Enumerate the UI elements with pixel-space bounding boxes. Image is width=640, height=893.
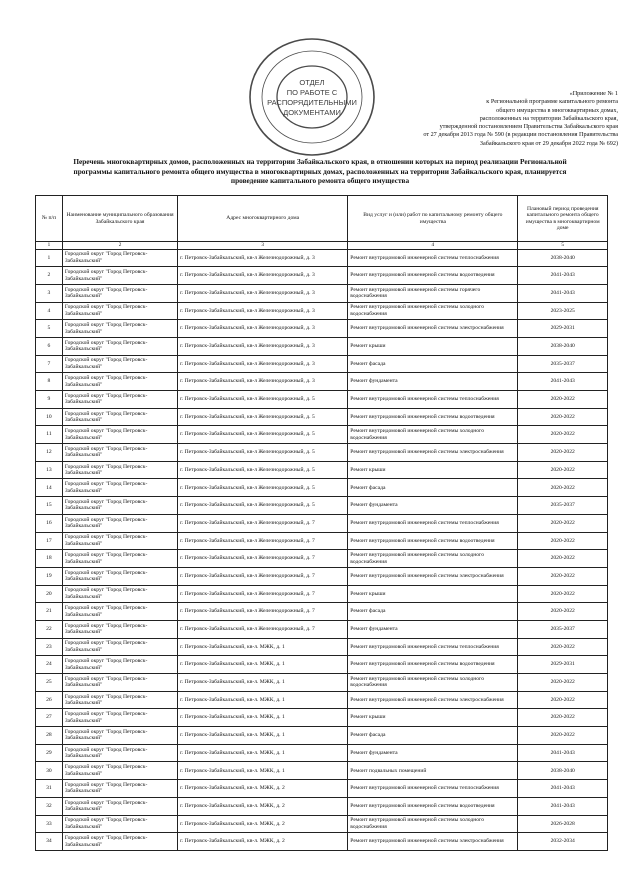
row-work-type: Ремонт внутридомовой инженерной системы водоотведения (348, 267, 518, 285)
row-number: 23 (36, 638, 63, 656)
table-row (36, 391, 608, 409)
row-number: 33 (36, 815, 63, 833)
row-period: 2020-2022 (518, 426, 608, 444)
column-number: 3 (178, 242, 348, 250)
row-address: г. Петровск-Забайкальский, кв-л. МЖК, д. 1 (178, 691, 348, 709)
row-work-type: Ремонт фасада (348, 479, 518, 497)
row-work-type: Ремонт фасада (348, 355, 518, 373)
row-municipality: Городской округ "Город Петровск-Забайкальский" (62, 762, 177, 780)
column-number: 2 (62, 242, 177, 250)
row-address: г. Петровск-Забайкальский, кв-л Железнодорожный, д. 7 (178, 567, 348, 585)
row-number: 32 (36, 797, 63, 815)
table-row (36, 585, 608, 603)
table-row (36, 444, 608, 462)
row-address: г. Петровск-Забайкальский, кв-л Железнодорожный, д. 7 (178, 603, 348, 621)
row-work-type: Ремонт крыши (348, 709, 518, 727)
row-address: г. Петровск-Забайкальский, кв-л Железнодорожный, д. 5 (178, 408, 348, 426)
table-row (36, 373, 608, 391)
row-address: г. Петровск-Забайкальский, кв-л. МЖК, д. 2 (178, 780, 348, 798)
row-municipality: Городской округ "Город Петровск-Забайкальский" (62, 532, 177, 550)
table-row (36, 603, 608, 621)
header-municipality: Наименование муниципального образования Забайкальского края (62, 196, 177, 242)
row-municipality: Городской округ "Город Петровск-Забайкальский" (62, 302, 177, 320)
row-period: 2041-2043 (518, 744, 608, 762)
stamp-line-1: ОТДЕЛ (299, 78, 325, 87)
row-address: г. Петровск-Забайкальский, кв-л Железнодорожный, д. 3 (178, 337, 348, 355)
row-number: 28 (36, 727, 63, 745)
row-address: г. Петровск-Забайкальский, кв-л. МЖК, д. 2 (178, 815, 348, 833)
row-work-type: Ремонт внутридомовой инженерной системы электроснабжения (348, 567, 518, 585)
row-address: г. Петровск-Забайкальский, кв-л Железнодорожный, д. 3 (178, 249, 348, 267)
row-municipality: Городской округ "Город Петровск-Забайкальский" (62, 674, 177, 692)
row-municipality: Городской округ "Город Петровск-Забайкальский" (62, 249, 177, 267)
row-number: 19 (36, 567, 63, 585)
table-row (36, 497, 608, 515)
row-number: 20 (36, 585, 63, 603)
row-work-type: Ремонт внутридомовой инженерной системы теплоснабжения (348, 514, 518, 532)
row-period: 2020-2022 (518, 603, 608, 621)
row-address: г. Петровск-Забайкальский, кв-л. МЖК, д. 1 (178, 709, 348, 727)
row-period: 2038-2040 (518, 337, 608, 355)
row-period: 2032-2034 (518, 833, 608, 851)
row-address: г. Петровск-Забайкальский, кв-л Железнодорожный, д. 7 (178, 620, 348, 638)
table-row (36, 567, 608, 585)
row-period: 2038-2040 (518, 762, 608, 780)
row-number: 5 (36, 320, 63, 338)
row-work-type: Ремонт внутридомовой инженерной системы электроснабжения (348, 833, 518, 851)
row-period: 2020-2022 (518, 408, 608, 426)
row-period: 2029-2031 (518, 656, 608, 674)
table-row (36, 744, 608, 762)
table-row (36, 674, 608, 692)
row-address: г. Петровск-Забайкальский, кв-л. МЖК, д. 1 (178, 727, 348, 745)
row-address: г. Петровск-Забайкальский, кв-л Железнодорожный, д. 3 (178, 284, 348, 302)
row-period: 2020-2022 (518, 691, 608, 709)
row-number: 22 (36, 620, 63, 638)
row-period: 2023-2025 (518, 302, 608, 320)
header-number: № п/п (36, 196, 63, 242)
row-work-type: Ремонт внутридомовой инженерной системы холодного водоснабжения (348, 550, 518, 568)
row-number: 21 (36, 603, 63, 621)
row-period: 2020-2022 (518, 585, 608, 603)
table-row (36, 302, 608, 320)
row-number: 31 (36, 780, 63, 798)
table-row (36, 656, 608, 674)
table-row (36, 550, 608, 568)
row-number: 24 (36, 656, 63, 674)
row-municipality: Городской округ "Город Петровск-Забайкальский" (62, 267, 177, 285)
table-row (36, 815, 608, 833)
row-period: 2035-2037 (518, 620, 608, 638)
row-number: 8 (36, 373, 63, 391)
row-address: г. Петровск-Забайкальский, кв-л Железнодорожный, д. 5 (178, 391, 348, 409)
row-period: 2041-2043 (518, 267, 608, 285)
row-address: г. Петровск-Забайкальский, кв-л Железнодорожный, д. 5 (178, 444, 348, 462)
row-municipality: Городской округ "Город Петровск-Забайкальский" (62, 780, 177, 798)
row-municipality: Городской округ "Город Петровск-Забайкальский" (62, 603, 177, 621)
row-number: 7 (36, 355, 63, 373)
document-title: Перечень многоквартирных домов, расположенных на территории Забайкальского края, в отношении которых на период реализации Региональной программы капитального ремонта общего имущества в многоквартирных домах, расположенных на территории Забайкальского края, планируется проведение капитального ремонта общего имущества (73, 157, 567, 186)
row-address: г. Петровск-Забайкальский, кв-л. МЖК, д. 1 (178, 674, 348, 692)
row-work-type: Ремонт внутридомовой инженерной системы холодного водоснабжения (348, 302, 518, 320)
row-address: г. Петровск-Забайкальский, кв-л Железнодорожный, д. 5 (178, 497, 348, 515)
row-work-type: Ремонт внутридомовой инженерной системы электроснабжения (348, 691, 518, 709)
table-row (36, 833, 608, 851)
row-period: 2020-2022 (518, 567, 608, 585)
table-row (36, 620, 608, 638)
row-work-type: Ремонт фасада (348, 603, 518, 621)
table-row (36, 461, 608, 479)
row-period: 2026-2028 (518, 815, 608, 833)
row-address: г. Петровск-Забайкальский, кв-л Железнодорожный, д. 3 (178, 302, 348, 320)
row-municipality: Городской округ "Город Петровск-Забайкальский" (62, 691, 177, 709)
row-period: 2038-2040 (518, 249, 608, 267)
table-row (36, 727, 608, 745)
row-municipality: Городской округ "Город Петровск-Забайкальский" (62, 833, 177, 851)
row-address: г. Петровск-Забайкальский, кв-л Железнодорожный, д. 3 (178, 320, 348, 338)
row-address: г. Петровск-Забайкальский, кв-л Железнодорожный, д. 5 (178, 461, 348, 479)
row-period: 2041-2043 (518, 373, 608, 391)
row-work-type: Ремонт внутридомовой инженерной системы водоотведения (348, 656, 518, 674)
row-number: 3 (36, 284, 63, 302)
row-work-type: Ремонт внутридомовой инженерной системы водоотведения (348, 408, 518, 426)
table-row (36, 249, 608, 267)
row-municipality: Городской округ "Город Петровск-Забайкальский" (62, 744, 177, 762)
row-period: 2020-2022 (518, 479, 608, 497)
row-number: 1 (36, 249, 63, 267)
row-municipality: Городской округ "Город Петровск-Забайкальский" (62, 709, 177, 727)
table-row (36, 479, 608, 497)
row-address: г. Петровск-Забайкальский, кв-л. МЖК, д. 1 (178, 656, 348, 674)
row-address: г. Петровск-Забайкальский, кв-л. МЖК, д. 2 (178, 833, 348, 851)
row-period: 2041-2043 (518, 797, 608, 815)
row-municipality: Городской округ "Город Петровск-Забайкальский" (62, 355, 177, 373)
row-address: г. Петровск-Забайкальский, кв-л. МЖК, д. 1 (178, 762, 348, 780)
row-municipality: Городской округ "Город Петровск-Забайкальский" (62, 426, 177, 444)
stamp-line-2: ПО РАБОТЕ С (286, 88, 338, 97)
row-period: 2020-2022 (518, 709, 608, 727)
row-number: 17 (36, 532, 63, 550)
row-work-type: Ремонт крыши (348, 585, 518, 603)
row-address: г. Петровск-Забайкальский, кв-л Железнодорожный, д. 7 (178, 550, 348, 568)
row-work-type: Ремонт внутридомовой инженерной системы электроснабжения (348, 444, 518, 462)
row-address: г. Петровск-Забайкальский, кв-л. МЖК, д. 1 (178, 638, 348, 656)
row-number: 10 (36, 408, 63, 426)
row-municipality: Городской округ "Город Петровск-Забайкальский" (62, 620, 177, 638)
row-work-type: Ремонт крыши (348, 461, 518, 479)
row-period: 2020-2022 (518, 638, 608, 656)
row-municipality: Городской округ "Город Петровск-Забайкальский" (62, 373, 177, 391)
row-number: 34 (36, 833, 63, 851)
row-work-type: Ремонт фундамента (348, 744, 518, 762)
row-municipality: Городской округ "Город Петровск-Забайкальский" (62, 550, 177, 568)
row-number: 18 (36, 550, 63, 568)
row-work-type: Ремонт внутридомовой инженерной системы горячего водоснабжения (348, 284, 518, 302)
row-work-type: Ремонт внутридомовой инженерной системы водоотведения (348, 797, 518, 815)
row-address: г. Петровск-Забайкальский, кв-л Железнодорожный, д. 7 (178, 514, 348, 532)
row-municipality: Городской округ "Город Петровск-Забайкальский" (62, 391, 177, 409)
row-address: г. Петровск-Забайкальский, кв-л Железнодорожный, д. 5 (178, 426, 348, 444)
houses-table (35, 195, 608, 851)
row-period: 2020-2022 (518, 550, 608, 568)
table-row (36, 691, 608, 709)
row-address: г. Петровск-Забайкальский, кв-л Железнодорожный, д. 3 (178, 373, 348, 391)
row-work-type: Ремонт внутридомовой инженерной системы водоотведения (348, 532, 518, 550)
row-work-type: Ремонт фундамента (348, 620, 518, 638)
column-number-row (36, 242, 608, 250)
header-period: Плановый период проведения капитального ремонта общего имущества в многоквартирном доме (518, 196, 608, 242)
row-municipality: Городской округ "Город Петровск-Забайкальский" (62, 479, 177, 497)
table-row (36, 320, 608, 338)
row-work-type: Ремонт подвальных помещений (348, 762, 518, 780)
row-work-type: Ремонт внутридомовой инженерной системы электроснабжения (348, 320, 518, 338)
row-work-type: Ремонт внутридомовой инженерной системы теплоснабжения (348, 780, 518, 798)
row-number: 29 (36, 744, 63, 762)
row-address: г. Петровск-Забайкальский, кв-л Железнодорожный, д. 3 (178, 267, 348, 285)
row-number: 15 (36, 497, 63, 515)
column-number: 4 (348, 242, 518, 250)
row-work-type: Ремонт внутридомовой инженерной системы холодного водоснабжения (348, 815, 518, 833)
row-municipality: Городской округ "Город Петровск-Забайкальский" (62, 284, 177, 302)
row-municipality: Городской округ "Город Петровск-Забайкальский" (62, 727, 177, 745)
table-row (36, 408, 608, 426)
table-row (36, 780, 608, 798)
row-number: 26 (36, 691, 63, 709)
row-number: 14 (36, 479, 63, 497)
row-municipality: Городской округ "Город Петровск-Забайкальский" (62, 497, 177, 515)
row-municipality: Городской округ "Город Петровск-Забайкальский" (62, 444, 177, 462)
row-work-type: Ремонт фундамента (348, 497, 518, 515)
row-municipality: Городской округ "Город Петровск-Забайкальский" (62, 567, 177, 585)
row-municipality: Городской округ "Город Петровск-Забайкальский" (62, 797, 177, 815)
table-row (36, 284, 608, 302)
row-address: г. Петровск-Забайкальский, кв-л Железнодорожный, д. 3 (178, 355, 348, 373)
row-municipality: Городской округ "Город Петровск-Забайкальский" (62, 320, 177, 338)
table-row (36, 337, 608, 355)
row-number: 11 (36, 426, 63, 444)
row-number: 9 (36, 391, 63, 409)
row-number: 2 (36, 267, 63, 285)
row-period: 2020-2022 (518, 391, 608, 409)
row-municipality: Городской округ "Город Петровск-Забайкальский" (62, 461, 177, 479)
table-row (36, 797, 608, 815)
row-number: 25 (36, 674, 63, 692)
row-address: г. Петровск-Забайкальский, кв-л Железнодорожный, д. 5 (178, 479, 348, 497)
header-work-type: Вид услуг и (или) работ по капитальному ремонту общего имущества (348, 196, 518, 242)
row-number: 6 (36, 337, 63, 355)
row-work-type: Ремонт внутридомовой инженерной системы теплоснабжения (348, 638, 518, 656)
row-period: 2029-2031 (518, 320, 608, 338)
row-period: 2041-2043 (518, 284, 608, 302)
row-address: г. Петровск-Забайкальский, кв-л. МЖК, д. 2 (178, 797, 348, 815)
row-period: 2035-2037 (518, 497, 608, 515)
row-municipality: Городской округ "Город Петровск-Забайкальский" (62, 815, 177, 833)
row-number: 27 (36, 709, 63, 727)
row-number: 16 (36, 514, 63, 532)
row-work-type: Ремонт внутридомовой инженерной системы холодного водоснабжения (348, 426, 518, 444)
row-period: 2020-2022 (518, 514, 608, 532)
row-work-type: Ремонт фасада (348, 727, 518, 745)
row-period: 2020-2022 (518, 674, 608, 692)
row-period: 2020-2022 (518, 727, 608, 745)
stamp-line-4: ДОКУМЕНТАМИ (283, 108, 341, 117)
row-work-type: Ремонт внутридомовой инженерной системы теплоснабжения (348, 391, 518, 409)
row-municipality: Городской округ "Город Петровск-Забайкальский" (62, 638, 177, 656)
row-number: 30 (36, 762, 63, 780)
row-address: г. Петровск-Забайкальский, кв-л. МЖК, д. 1 (178, 744, 348, 762)
table-row (36, 355, 608, 373)
row-municipality: Городской округ "Город Петровск-Забайкальский" (62, 514, 177, 532)
row-work-type: Ремонт внутридомовой инженерной системы холодного водоснабжения (348, 674, 518, 692)
row-work-type: Ремонт крыши (348, 337, 518, 355)
table-row (36, 709, 608, 727)
row-work-type: Ремонт внутридомовой инженерной системы теплоснабжения (348, 249, 518, 267)
column-number: 5 (518, 242, 608, 250)
row-municipality: Городской округ "Город Петровск-Забайкальский" (62, 585, 177, 603)
row-municipality: Городской округ "Город Петровск-Забайкальский" (62, 408, 177, 426)
table-row (36, 267, 608, 285)
column-number: 1 (36, 242, 63, 250)
table-row (36, 426, 608, 444)
row-municipality: Городской округ "Город Петровск-Забайкальский" (62, 337, 177, 355)
row-address: г. Петровск-Забайкальский, кв-л Железнодорожный, д. 7 (178, 585, 348, 603)
office-stamp (232, 28, 392, 166)
table-row (36, 762, 608, 780)
table-row (36, 532, 608, 550)
row-work-type: Ремонт фундамента (348, 373, 518, 391)
header-address: Адрес многоквартирного дома (178, 196, 348, 242)
row-period: 2020-2022 (518, 444, 608, 462)
row-number: 4 (36, 302, 63, 320)
row-period: 2020-2022 (518, 461, 608, 479)
table-row (36, 514, 608, 532)
table-row (36, 638, 608, 656)
appendix-header: «Приложение № 1 к Региональной программе капитального ремонта общего имущества в многоквартирных домах, расположенных на территории Забайкальского края, утвержденной постановлением Правительства Забайкальского края от 27 декабря 2013 года № 590 (в редакции постановления Правительства Забайкальского края от 29 декабря 2022 года № 692) (423, 90, 618, 147)
stamp-line-3: РАСПОРЯДИТЕЛЬНЫМИ (267, 98, 357, 107)
row-period: 2035-2037 (518, 355, 608, 373)
row-municipality: Городской округ "Город Петровск-Забайкальский" (62, 656, 177, 674)
row-period: 2041-2043 (518, 780, 608, 798)
row-number: 13 (36, 461, 63, 479)
row-number: 12 (36, 444, 63, 462)
row-address: г. Петровск-Забайкальский, кв-л Железнодорожный, д. 7 (178, 532, 348, 550)
row-period: 2020-2022 (518, 532, 608, 550)
